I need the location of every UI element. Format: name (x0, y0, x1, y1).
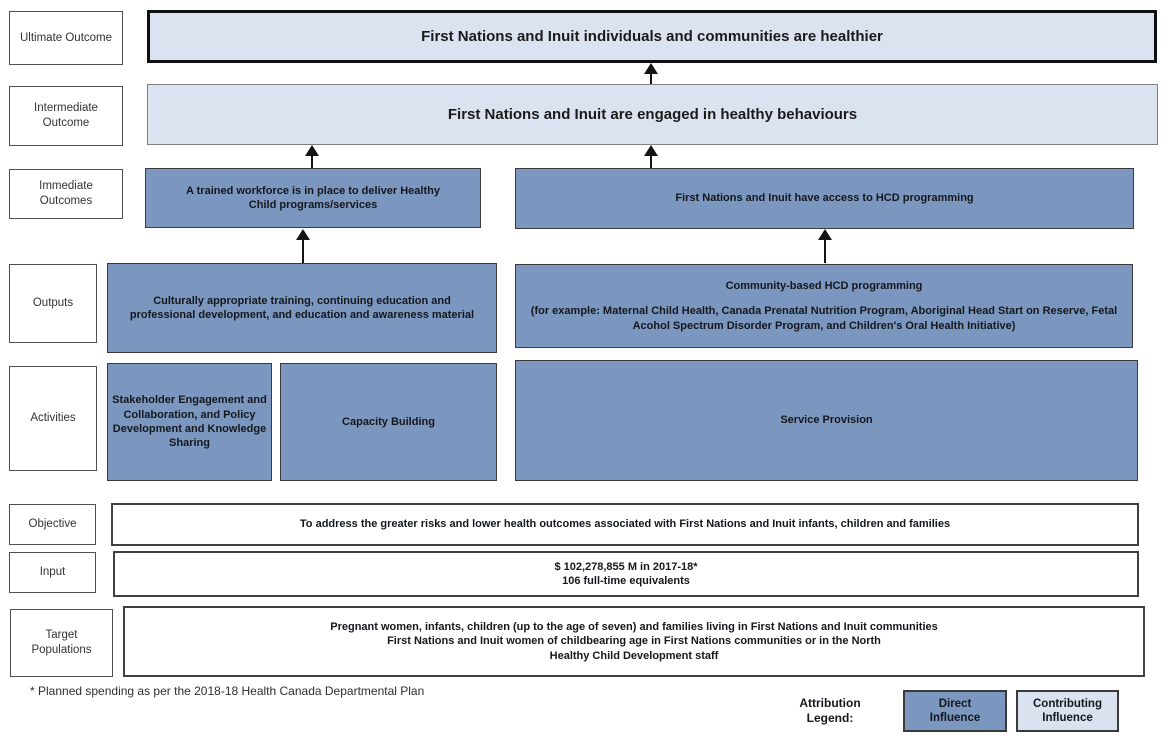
arrow-shaft (824, 240, 826, 263)
arrow-head-icon (644, 145, 658, 156)
box-text: To address the greater risks and lower health outcomes associated with First Nations and Inuit infants, children and families (299, 518, 951, 531)
box-text: First Nations and Inuit individuals and communities are healthier (421, 27, 883, 45)
arrow-immediate-left-to-intermediate (304, 145, 320, 168)
row-label-text: Input (39, 566, 66, 579)
box-text: First Nations and Inuit have access to HCD programming (675, 192, 974, 205)
legend-direct-influence (903, 690, 1007, 732)
arrow-head-icon (818, 229, 832, 240)
row-label-text: Outputs (32, 297, 74, 310)
row-label-text: Immediate Outcomes (39, 180, 93, 207)
input-spending: $ 102,278,855 M in 2017-18* (554, 560, 698, 573)
legend-contributing-influence (1016, 690, 1119, 732)
box-text: Stakeholder Engagement and Collaboration, and Policy Development and Knowledge Sharing (112, 394, 267, 450)
attribution-legend-title: Attribution Legend: (799, 696, 861, 725)
box-activity-service-provision (515, 360, 1138, 481)
row-label-objective (9, 504, 96, 545)
row-label-target-populations (10, 609, 113, 677)
box-text: Culturally appropriate training, continuing education and professional development, and education and awareness material (129, 294, 475, 321)
row-label-text: Activities (30, 412, 76, 425)
box-intermediate-outcome (147, 84, 1158, 145)
arrow-immediate-right-to-intermediate (643, 145, 659, 168)
target-line: First Nations and Inuit women of childbearing age in First Nations communities or in the North (387, 635, 881, 648)
arrow-head-icon (305, 145, 319, 156)
box-activity-stakeholder-engagement (107, 363, 272, 481)
arrow-shaft (650, 74, 652, 84)
arrow-shaft (311, 156, 313, 168)
box-ultimate-outcome (147, 10, 1157, 63)
legend-label: Direct Influence (929, 697, 981, 724)
row-label-text: Target Populations (31, 629, 92, 656)
row-label-text: Ultimate Outcome (19, 31, 113, 44)
footnote: * Planned spending as per the 2018-18 Health Canada Departmental Plan (30, 684, 425, 698)
arrow-shaft (650, 156, 652, 168)
box-immediate-outcome-access (515, 168, 1134, 229)
box-objective (111, 503, 1139, 546)
arrow-outputs-right-to-immediate (817, 229, 833, 263)
box-title: Community-based HCD programming (725, 280, 923, 293)
target-line: Healthy Child Development staff (549, 649, 719, 662)
input-ftes: 106 full-time equivalents (562, 575, 690, 587)
box-detail: (for example: Maternal Child Health, Canada Prenatal Nutrition Program, Aboriginal Head Start on Reserve, Fetal Acohol Spectrum Disorder Program, and Children's Oral Health Initiative) (530, 305, 1118, 332)
row-label-intermediate-outcome (9, 86, 123, 146)
row-label-activities (9, 366, 97, 471)
box-target-populations (123, 606, 1145, 677)
arrow-head-icon (644, 63, 658, 74)
arrow-head-icon (296, 229, 310, 240)
box-text: First Nations and Inuit are engaged in healthy behaviours (447, 105, 858, 123)
row-label-outputs (9, 264, 97, 343)
row-label-text: Intermediate Outcome (34, 102, 98, 129)
box-output-training-material (107, 263, 497, 353)
row-label-input (9, 552, 96, 593)
box-immediate-outcome-workforce (145, 168, 481, 228)
box-text: Capacity Building (342, 415, 435, 428)
arrow-intermediate-to-ultimate (643, 63, 659, 84)
box-activity-capacity-building (280, 363, 497, 481)
row-label-ultimate-outcome (9, 11, 123, 65)
box-output-community-programming (515, 264, 1133, 348)
legend-label: Contributing Influence (1033, 697, 1102, 724)
row-label-text: Objective (28, 518, 77, 531)
arrow-outputs-left-to-immediate (295, 229, 311, 263)
box-input (113, 551, 1139, 597)
box-text: A trained workforce is in place to deliver Healthy Child programs/services (186, 184, 440, 211)
box-text: Service Provision (780, 414, 873, 427)
arrow-shaft (302, 240, 304, 263)
target-line: Pregnant women, infants, children (up to the age of seven) and families living in First Nations and Inuit communities (330, 621, 938, 634)
row-label-immediate-outcomes (9, 169, 123, 219)
